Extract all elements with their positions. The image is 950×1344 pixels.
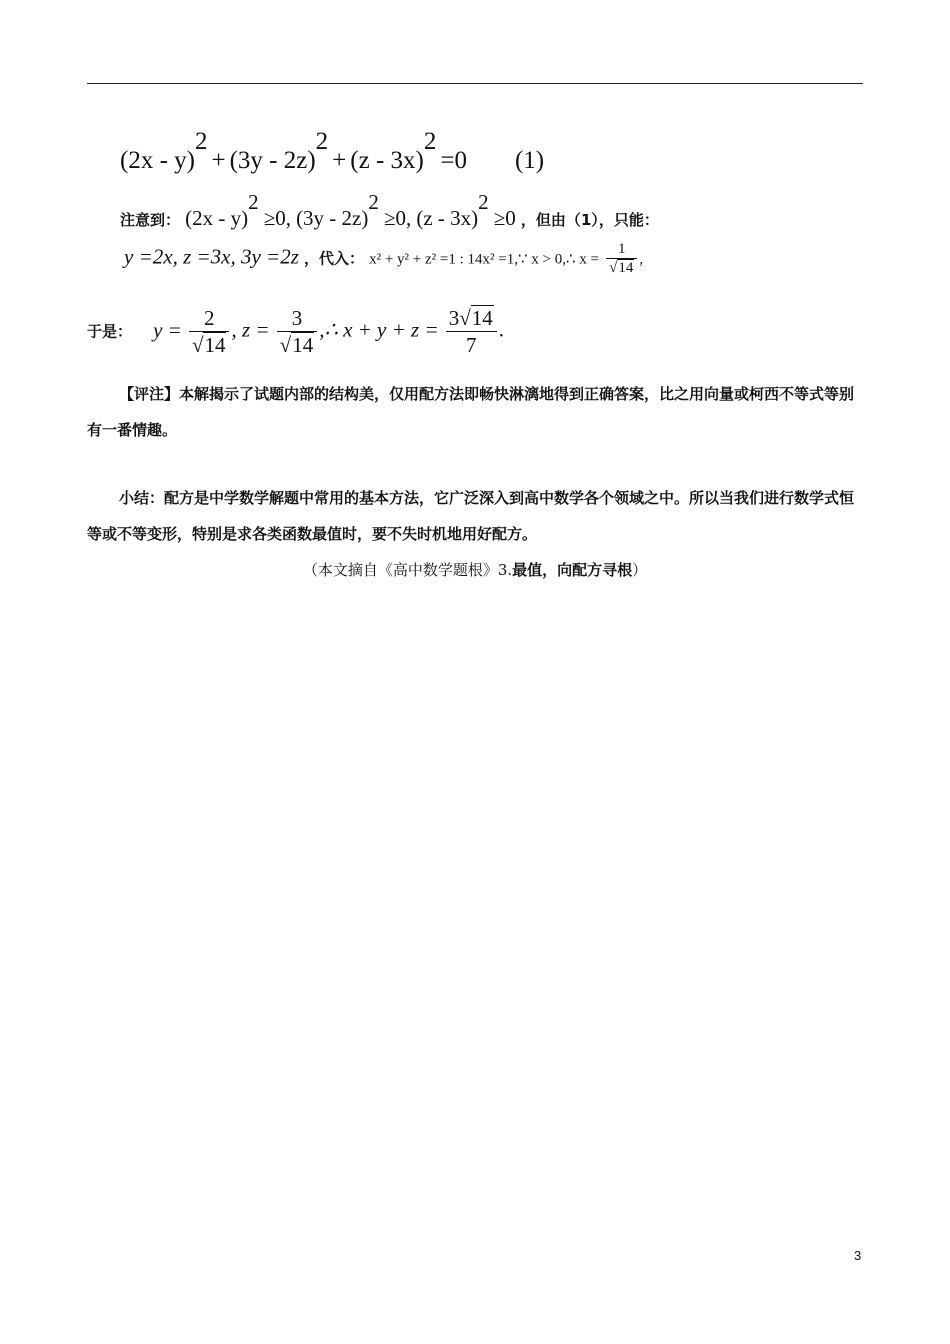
note-term1: (2x - y) <box>185 205 249 230</box>
subst-relations: y =2x, z =3x, 3y =2z <box>124 244 299 269</box>
source-suffix: ） <box>632 561 648 579</box>
source-prefix: （本文摘自《高中数学题根》3. <box>302 561 513 579</box>
page-number: 3 <box>854 1248 862 1263</box>
subst-sum: x² + y² + z² =1 : 14x² =1,∵ x > 0,∴ x = <box>369 251 600 268</box>
eq1-plus2: + <box>332 146 347 174</box>
result-line <box>87 306 504 358</box>
result-sum-rad: 14 <box>471 306 493 330</box>
source-bold: 最值，向配方寻根 <box>512 561 633 579</box>
result-sum-coef: 3 <box>448 306 460 330</box>
note-exp2: 2 <box>368 190 379 214</box>
eq1-exp2: 2 <box>315 128 329 155</box>
result-y-lhs: y = <box>153 317 182 342</box>
result-y-den: 14 <box>204 333 226 358</box>
result-z-fraction: $\frac{3}{√14}$ <box>277 306 318 358</box>
summary-paragraph: 小结：配方是中学数学解题中常用的基本方法，它广泛深入到高中数学各个领域之中。所以当我们进行数学式恒等或不等变形，特别是求各类函数最值时，要不失时机地用好配方。 <box>87 489 855 543</box>
result-z-lhs: , z = <box>231 317 270 342</box>
note-term3: (z - 3x) <box>416 205 479 230</box>
result-z-num: 3 <box>291 306 303 330</box>
result-y-num: 2 <box>203 306 215 330</box>
eq1-exp1: 2 <box>194 128 208 155</box>
subst-mid: ，代入： <box>303 249 364 268</box>
result-z-den: 14 <box>292 333 314 358</box>
eq1-rhs: =0 <box>440 146 467 174</box>
source-note <box>0 559 950 580</box>
subst-end: , <box>639 251 644 268</box>
note-exp3: 2 <box>478 190 489 214</box>
eq1-exp3: 2 <box>423 128 437 155</box>
note-term2: (3y - 2z) <box>296 205 369 230</box>
eq1-plus1: + <box>211 146 226 174</box>
eq1-term1: (2x - y) <box>120 146 195 174</box>
eq1-term3: (z - 3x) <box>350 146 424 174</box>
note-ge2: ≥0, <box>383 205 412 230</box>
result-end: . <box>498 317 505 342</box>
subst-fraction: $\frac{1}{√14}$ <box>606 240 637 278</box>
result-sum-den: 7 <box>446 331 497 358</box>
header-rule <box>87 83 863 84</box>
note-ge1: ≥0, <box>263 205 291 230</box>
result-sum-fraction: $\frac{3√14}{7}$ <box>446 306 497 358</box>
note-suffix: ，但由（1），只能： <box>520 210 659 229</box>
result-sum-lhs: ,∴ x + y + z = <box>319 317 439 342</box>
eq1-label: (1) <box>514 146 545 174</box>
note-ge3: ≥0 <box>493 205 516 230</box>
note-line <box>120 190 659 231</box>
subst-frac-num: 1 <box>617 241 626 257</box>
note-exp1: 2 <box>248 190 259 214</box>
substitution-line <box>124 240 643 278</box>
eq1-term2: (3y - 2z) <box>229 146 316 174</box>
comment-paragraph: 【评注】本解揭示了试题内部的结构美，仅用配方法即畅快淋漓地得到正确答案，比之用向量或柯西不等式等别有一番情趣。 <box>87 385 855 439</box>
note-prefix: 注意到： <box>120 210 181 229</box>
equation-1 <box>120 128 544 175</box>
subst-frac-den: 14 <box>618 260 634 276</box>
result-y-fraction: $\frac{2}{√14}$ <box>189 306 230 358</box>
result-prefix: 于是： <box>87 322 133 341</box>
